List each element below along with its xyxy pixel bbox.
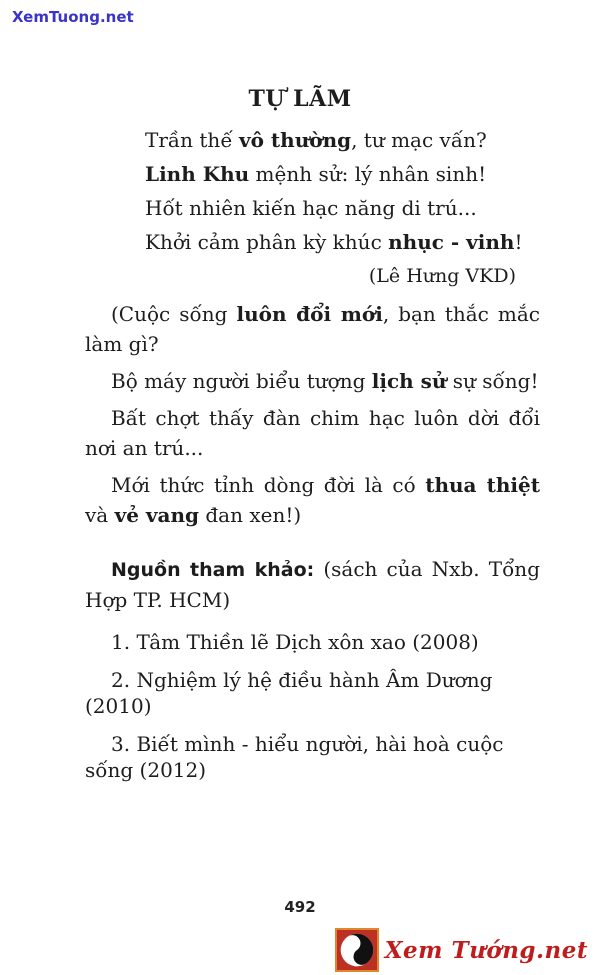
text-segment: Khởi cảm phân kỳ khúc	[145, 230, 389, 254]
text-segment: , tư mạc vấn?	[351, 128, 487, 152]
text-segment: , bạn thắc mắc làm gì?	[85, 302, 541, 356]
references-heading	[85, 554, 540, 615]
yin-yang-icon	[335, 928, 379, 972]
text-segment: và	[85, 503, 115, 527]
commentary-paragraph	[85, 299, 540, 359]
text-segment-bold: vô thường	[238, 128, 352, 152]
text-segment-bold: luôn đổi mới	[236, 302, 383, 326]
text-segment: mệnh sử: lý nhân sinh!	[249, 162, 487, 186]
commentary	[85, 299, 540, 530]
text-segment: sự sống!	[446, 369, 539, 393]
poem-line	[145, 129, 600, 151]
reference-item: 2. Nghiệm lý hệ điều hành Âm Dương (2010)	[85, 668, 493, 718]
commentary-paragraph	[85, 403, 540, 463]
text-segment-bold: thua thiệt	[425, 473, 540, 497]
page-number: 492	[284, 898, 316, 916]
text-segment: Hốt nhiên kiến hạc năng di trú...	[145, 196, 477, 220]
poem-line	[145, 163, 600, 185]
text-segment-bold: nhục - vinh	[388, 230, 515, 254]
reference-item: 1. Tâm Thiền lẽ Dịch xôn xao (2008)	[111, 630, 479, 654]
text-segment: đan xen!)	[199, 503, 302, 527]
commentary-paragraph	[85, 470, 540, 530]
text-segment: (Cuộc sống	[111, 302, 237, 326]
text-segment: !	[514, 230, 523, 254]
site-logo-text: Xem Tướng.net	[384, 936, 588, 964]
text-segment: (sách của Nxb. Tổng Hợp TP. HCM)	[85, 557, 540, 612]
poem-line	[145, 231, 600, 253]
text-segment: Bộ máy người biểu tượng	[111, 369, 372, 393]
poem	[145, 129, 600, 253]
site-logo[interactable]	[335, 928, 588, 972]
page-title: TỰ LÃM	[248, 86, 352, 112]
reference-item: 3. Biết mình - hiểu người, hài hoà cuộc sống (2012)	[85, 732, 504, 782]
text-segment: Bất chợt thấy đàn chim hạc luôn dời đổi nơi an trú...	[85, 406, 540, 460]
text-segment-bold: vẻ vang	[114, 503, 200, 527]
references-section	[85, 554, 540, 783]
text-segment-bold: lịch sử	[371, 369, 447, 393]
site-link[interactable]: XemTuong.net	[12, 8, 134, 26]
poem-attribution: (Lê Hưng VKD)	[368, 265, 516, 287]
text-segment: Trần thế	[145, 128, 239, 152]
poem-line	[145, 197, 600, 219]
text-segment: Mới thức tỉnh dòng đời là có	[111, 473, 426, 497]
text-segment-bold: Linh Khu	[145, 162, 250, 186]
commentary-paragraph	[85, 366, 540, 396]
references-heading-label: Nguồn tham khảo:	[111, 559, 315, 581]
